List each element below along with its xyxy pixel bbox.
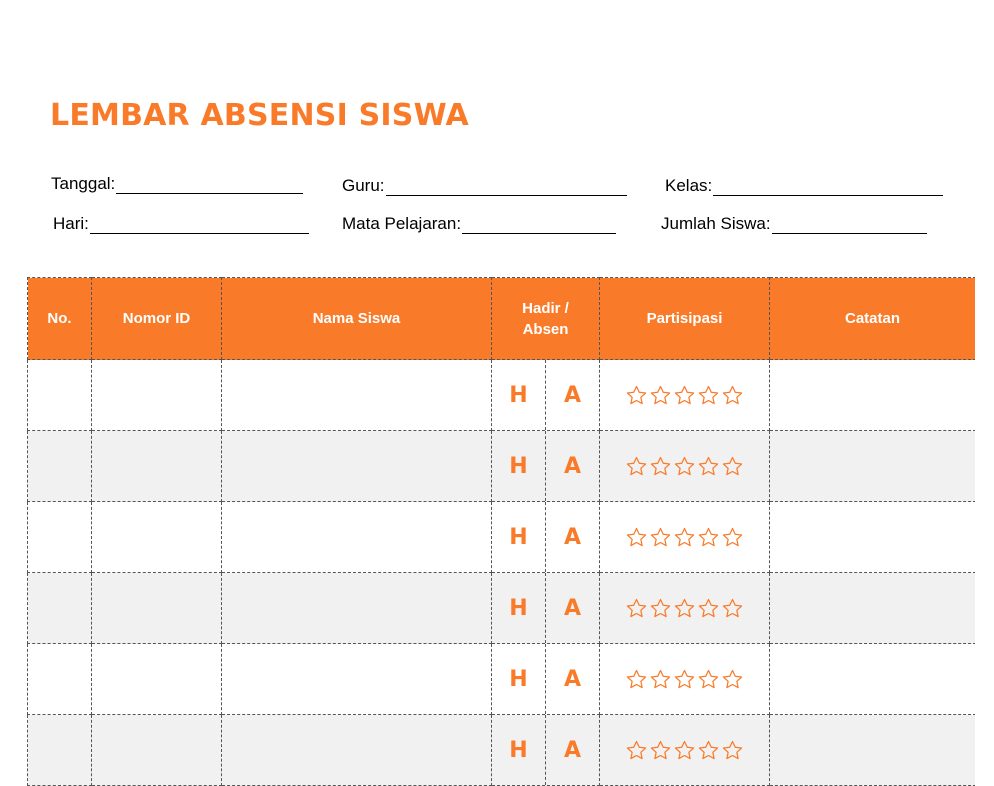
absen-option[interactable]: A <box>563 453 582 479</box>
absen-option[interactable]: A <box>563 595 582 621</box>
star-outline-icon[interactable] <box>673 597 696 620</box>
cell-no[interactable] <box>28 644 92 715</box>
tanggal-line <box>116 180 303 194</box>
star-outline-icon[interactable] <box>721 455 744 478</box>
star-outline-icon[interactable] <box>625 526 648 549</box>
kelas-label: Kelas: <box>665 176 713 195</box>
cell-hadir-absen <box>492 644 600 715</box>
cell-nama-siswa[interactable] <box>222 644 492 715</box>
kelas-line <box>713 182 943 196</box>
cell-partisipasi <box>600 360 770 431</box>
cell-partisipasi <box>600 502 770 573</box>
cell-nama-siswa[interactable] <box>222 360 492 431</box>
cell-nomor-id[interactable] <box>92 502 222 573</box>
hadir-option[interactable]: H <box>492 644 546 714</box>
header-hadir-absen-label: Hadir / Absen <box>522 299 569 338</box>
star-outline-icon[interactable] <box>625 455 648 478</box>
star-rating[interactable] <box>600 739 769 762</box>
star-outline-icon[interactable] <box>673 526 696 549</box>
star-outline-icon[interactable] <box>625 668 648 691</box>
table-row <box>28 502 976 573</box>
absen-option[interactable]: A <box>563 666 582 692</box>
star-outline-icon[interactable] <box>697 384 720 407</box>
cell-hadir-absen <box>492 573 600 644</box>
guru-label: Guru: <box>342 176 385 195</box>
table-row <box>28 644 976 715</box>
cell-hadir-absen <box>492 360 600 431</box>
star-rating[interactable] <box>600 384 769 407</box>
cell-nama-siswa[interactable] <box>222 431 492 502</box>
header-no: No. <box>28 278 92 360</box>
star-outline-icon[interactable] <box>649 668 672 691</box>
mata-pelajaran-line <box>462 220 616 234</box>
star-outline-icon[interactable] <box>625 739 648 762</box>
star-outline-icon[interactable] <box>697 526 720 549</box>
hadir-option[interactable]: H <box>492 573 546 643</box>
cell-no[interactable] <box>28 502 92 573</box>
cell-partisipasi <box>600 644 770 715</box>
cell-hadir-absen <box>492 502 600 573</box>
star-outline-icon[interactable] <box>697 668 720 691</box>
table-header-row <box>28 278 976 360</box>
star-outline-icon[interactable] <box>697 739 720 762</box>
tanggal-label: Tanggal: <box>51 174 116 193</box>
cell-catatan[interactable] <box>770 360 976 431</box>
cell-nama-siswa[interactable] <box>222 573 492 644</box>
star-rating[interactable] <box>600 668 769 691</box>
star-outline-icon[interactable] <box>649 455 672 478</box>
table-row <box>28 573 976 644</box>
tanggal-field[interactable] <box>51 174 303 194</box>
cell-no[interactable] <box>28 573 92 644</box>
star-outline-icon[interactable] <box>673 455 696 478</box>
page-title: LEMBAR ABSENSI SISWA <box>50 98 469 133</box>
cell-no[interactable] <box>28 360 92 431</box>
hari-field[interactable] <box>53 214 309 234</box>
header-nomor-id: Nomor ID <box>92 278 222 360</box>
cell-hadir-absen <box>492 715 600 786</box>
hadir-option[interactable]: H <box>492 360 546 430</box>
header-catatan: Catatan <box>770 278 976 360</box>
star-rating[interactable] <box>600 455 769 478</box>
header-nama-siswa: Nama Siswa <box>222 278 492 360</box>
star-outline-icon[interactable] <box>649 526 672 549</box>
header-hadir-absen <box>492 278 600 360</box>
cell-nomor-id[interactable] <box>92 431 222 502</box>
hadir-option[interactable]: H <box>492 715 546 785</box>
star-outline-icon[interactable] <box>625 384 648 407</box>
kelas-field[interactable] <box>665 176 943 196</box>
cell-catatan[interactable] <box>770 431 976 502</box>
absen-option[interactable]: A <box>563 737 582 763</box>
cell-catatan[interactable] <box>770 573 976 644</box>
guru-field[interactable] <box>342 176 627 196</box>
attendance-table <box>27 277 975 786</box>
jumlah-siswa-label: Jumlah Siswa: <box>661 214 771 233</box>
star-rating[interactable] <box>600 597 769 620</box>
cell-nomor-id[interactable] <box>92 644 222 715</box>
jumlah-siswa-field[interactable] <box>661 214 927 234</box>
absen-option[interactable]: A <box>563 524 582 550</box>
star-outline-icon[interactable] <box>649 597 672 620</box>
star-outline-icon[interactable] <box>721 668 744 691</box>
cell-no[interactable] <box>28 715 92 786</box>
star-outline-icon[interactable] <box>649 384 672 407</box>
absen-option[interactable]: A <box>563 382 582 408</box>
cell-partisipasi <box>600 573 770 644</box>
cell-hadir-absen <box>492 431 600 502</box>
star-outline-icon[interactable] <box>721 739 744 762</box>
star-outline-icon[interactable] <box>697 597 720 620</box>
cell-nomor-id[interactable] <box>92 715 222 786</box>
cell-catatan[interactable] <box>770 644 976 715</box>
table-row <box>28 715 976 786</box>
cell-nomor-id[interactable] <box>92 573 222 644</box>
cell-partisipasi <box>600 431 770 502</box>
hadir-option[interactable]: H <box>492 431 546 501</box>
jumlah-siswa-line <box>772 220 927 234</box>
table-row <box>28 360 976 431</box>
hari-label: Hari: <box>53 214 89 233</box>
mata-pelajaran-label: Mata Pelajaran: <box>342 214 462 233</box>
cell-nama-siswa[interactable] <box>222 502 492 573</box>
cell-partisipasi <box>600 715 770 786</box>
cell-no[interactable] <box>28 431 92 502</box>
star-outline-icon[interactable] <box>673 668 696 691</box>
cell-nomor-id[interactable] <box>92 360 222 431</box>
star-rating[interactable] <box>600 526 769 549</box>
star-outline-icon[interactable] <box>673 739 696 762</box>
mata-pelajaran-field[interactable] <box>342 214 616 234</box>
star-outline-icon[interactable] <box>649 739 672 762</box>
star-outline-icon[interactable] <box>673 384 696 407</box>
attendance-table-wrapper <box>27 277 975 786</box>
guru-line <box>386 182 627 196</box>
header-partisipasi: Partisipasi <box>600 278 770 360</box>
table-row <box>28 431 976 502</box>
star-outline-icon[interactable] <box>625 597 648 620</box>
star-outline-icon[interactable] <box>721 526 744 549</box>
cell-nama-siswa[interactable] <box>222 715 492 786</box>
star-outline-icon[interactable] <box>697 455 720 478</box>
hadir-option[interactable]: H <box>492 502 546 572</box>
star-outline-icon[interactable] <box>721 597 744 620</box>
star-outline-icon[interactable] <box>721 384 744 407</box>
cell-catatan[interactable] <box>770 502 976 573</box>
cell-catatan[interactable] <box>770 715 976 786</box>
hari-line <box>90 220 309 234</box>
